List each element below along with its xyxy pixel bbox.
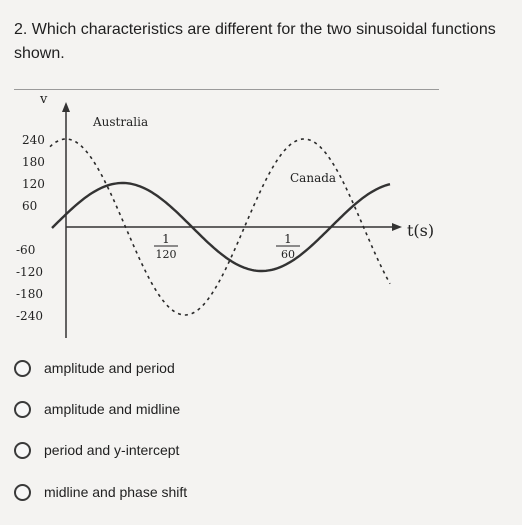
x-tick-numerator: 1 bbox=[162, 232, 170, 246]
radio-button[interactable] bbox=[14, 484, 31, 501]
x-tick-denominator: 60 bbox=[281, 248, 295, 261]
x-axis-arrow bbox=[392, 223, 402, 231]
y-tick-label: -240 bbox=[16, 309, 43, 323]
australia-label: Australia bbox=[93, 115, 149, 129]
y-tick-label: 240 bbox=[22, 133, 45, 147]
option-label: amplitude and period bbox=[44, 360, 175, 376]
y-tick-label: -180 bbox=[16, 287, 43, 301]
sinusoid-graph bbox=[0, 88, 460, 343]
x-axis-label: t(s) bbox=[407, 221, 435, 240]
question-text: 2. Which characteristics are different for the two sinusoidal functions shown. bbox=[14, 21, 496, 62]
radio-button[interactable] bbox=[14, 442, 31, 459]
option-label: period and y-intercept bbox=[44, 442, 180, 458]
option-4[interactable] bbox=[14, 480, 187, 504]
canada-label: Canada bbox=[290, 171, 337, 185]
option-label: midline and phase shift bbox=[44, 484, 188, 500]
option-3[interactable] bbox=[14, 438, 179, 462]
y-tick-label: -60 bbox=[16, 243, 36, 257]
y-axis-arrow bbox=[62, 102, 70, 112]
option-2[interactable] bbox=[14, 397, 180, 421]
x-tick-numerator: 1 bbox=[284, 232, 292, 246]
y-tick-label: 120 bbox=[22, 177, 45, 191]
x-tick-denominator: 120 bbox=[155, 248, 177, 261]
option-1[interactable] bbox=[14, 356, 175, 380]
y-tick-label: 60 bbox=[22, 199, 38, 213]
radio-button[interactable] bbox=[14, 360, 31, 377]
radio-button[interactable] bbox=[14, 401, 31, 418]
option-label: amplitude and midline bbox=[44, 401, 181, 417]
y-tick-label: -120 bbox=[16, 265, 43, 279]
y-axis-label: v bbox=[40, 92, 48, 107]
axes bbox=[62, 102, 402, 338]
y-tick-label: 180 bbox=[22, 155, 45, 169]
